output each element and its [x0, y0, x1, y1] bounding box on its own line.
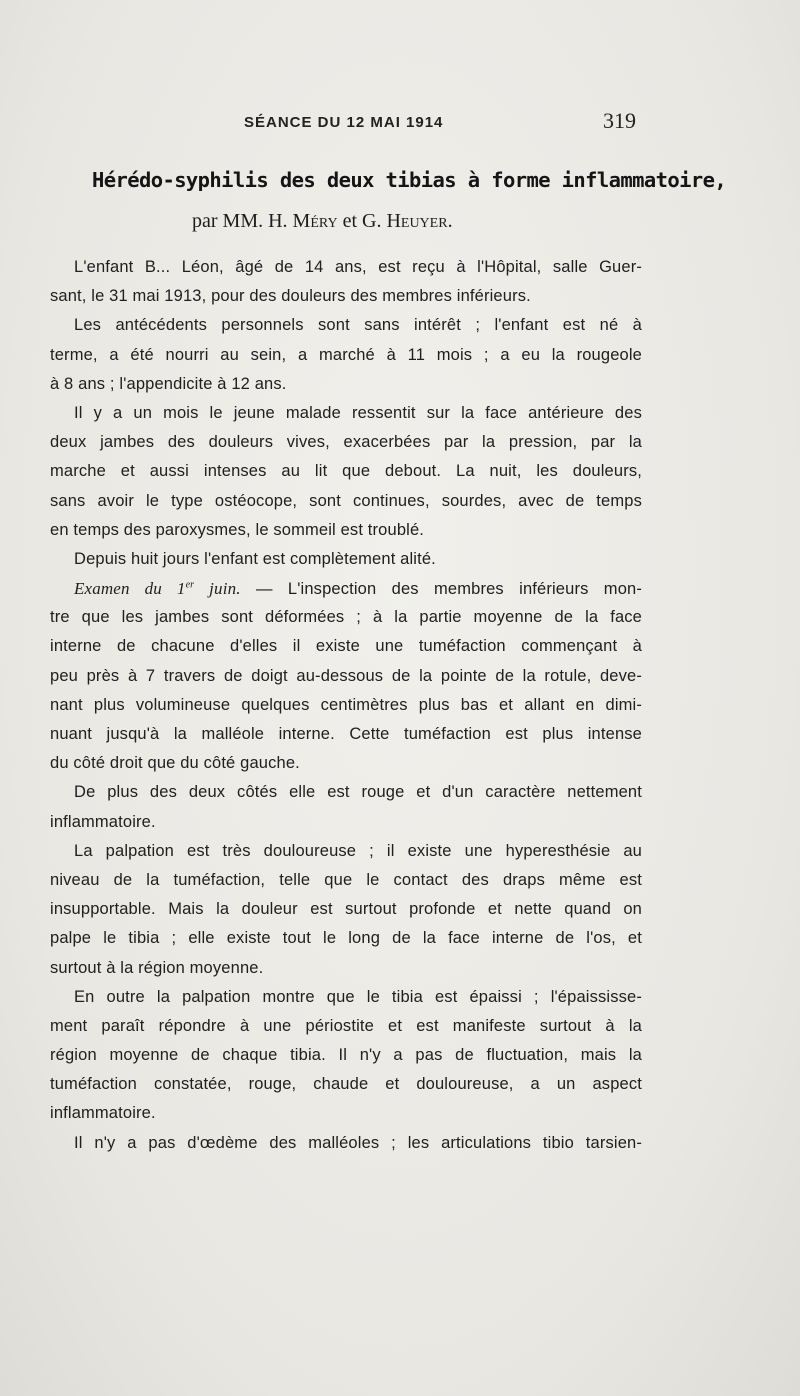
text-line: terme, a été nourri au sein, a marché à 11 mois ; a eu la rougeole: [50, 345, 642, 364]
text-line: tuméfaction constatée, rouge, chaude et douloureuse, a un aspect: [50, 1075, 642, 1094]
exam-label-before: Examen du 1: [74, 579, 186, 599]
text-line: marche et aussi intenses au lit que debout. La nuit, les douleurs,: [50, 462, 642, 481]
text-line: niveau de la tuméfaction, telle que le contact des draps même est: [50, 870, 642, 889]
exam-label: [74, 579, 241, 598]
text-line: nant plus volumineuse quelques centimètres plus bas et allant en dimi-: [50, 695, 642, 714]
author-heuyer: Heuyer: [386, 210, 448, 232]
text-line: insupportable. Mais la douleur est surtout profonde et nette quand on: [50, 900, 642, 919]
text-line: Les antécédents personnels sont sans intérêt ; l'enfant est né à: [74, 316, 642, 335]
text-line: surtout à la région moyenne.: [50, 958, 264, 977]
author-mery: Méry: [292, 210, 338, 232]
byline-end: .: [447, 210, 453, 232]
text-line: sant, le 31 mai 1913, pour des douleurs des membres inférieurs.: [50, 287, 531, 306]
article-title: Hérédo-syphilis des deux tibias à forme inflammatoire,: [92, 168, 727, 192]
text-line: L'enfant B... Léon, âgé de 14 ans, est reçu à l'Hôpital, salle Guer-: [74, 258, 642, 276]
text-line: palpe le tibia ; elle existe tout le long de la face interne de l'os, et: [50, 929, 642, 948]
running-head: SÉANCE DU 12 MAI 1914: [244, 114, 444, 131]
page-number: 319: [603, 108, 636, 133]
text-line: ment paraît répondre à une périostite et est manifeste surtout à la: [50, 1016, 642, 1035]
text-line: du côté droit que du côté gauche.: [50, 754, 300, 773]
text-line: inflammatoire.: [50, 1104, 156, 1123]
text-line: deux jambes des douleurs vives, exacerbées par la pression, par la: [50, 433, 642, 452]
text-line: en temps des paroxysmes, le sommeil est troublé.: [50, 520, 425, 539]
text-line: tre que les jambes sont déformées ; à la partie moyenne de la face: [50, 608, 642, 627]
text-line: inflammatoire.: [50, 812, 156, 831]
text-line: sans avoir le type ostéocope, sont continues, sourdes, avec de temps: [50, 491, 642, 510]
text-line: Il n'y a pas d'œdème des malléoles ; les articulations tibio tarsien-: [74, 1133, 642, 1152]
text-line: interne de chacune d'elles il existe une tuméfaction commençant à: [50, 637, 642, 656]
text-line: La palpation est très douloureuse ; il existe une hyperesthésie au: [74, 841, 642, 860]
text-line: nuant jusqu'à la malléole interne. Cette tuméfaction est plus intense: [50, 725, 642, 743]
exam-line: [50, 574, 642, 603]
byline-and: et G.: [337, 210, 387, 232]
exam-label-after: juin.: [194, 579, 241, 599]
text-line: Il y a un mois le jeune malade ressentit sur la face antérieure des: [74, 403, 642, 422]
text-line: région moyenne de chaque tibia. Il n'y a pas de fluctuation, mais la: [50, 1046, 642, 1065]
text-line: à 8 ans ; l'appendicite à 12 ans.: [50, 374, 287, 393]
text-line: En outre la palpation montre que le tibia est épaissi ; l'épaississe-: [74, 987, 642, 1006]
text-line: Depuis huit jours l'enfant est complètement alité.: [74, 549, 436, 568]
article-body: [50, 253, 642, 1158]
exam-rest: — L'inspection des membres inférieurs mon-: [240, 580, 642, 599]
article-byline: [192, 210, 453, 233]
text-line: peu près à 7 travers de doigt au-dessous de la pointe de la rotule, deve-: [50, 666, 642, 685]
byline-prefix: par MM. H.: [192, 210, 293, 232]
text-line: De plus des deux côtés elle est rouge et d'un caractère nettement: [74, 783, 642, 802]
exam-label-sup: er: [185, 579, 195, 591]
